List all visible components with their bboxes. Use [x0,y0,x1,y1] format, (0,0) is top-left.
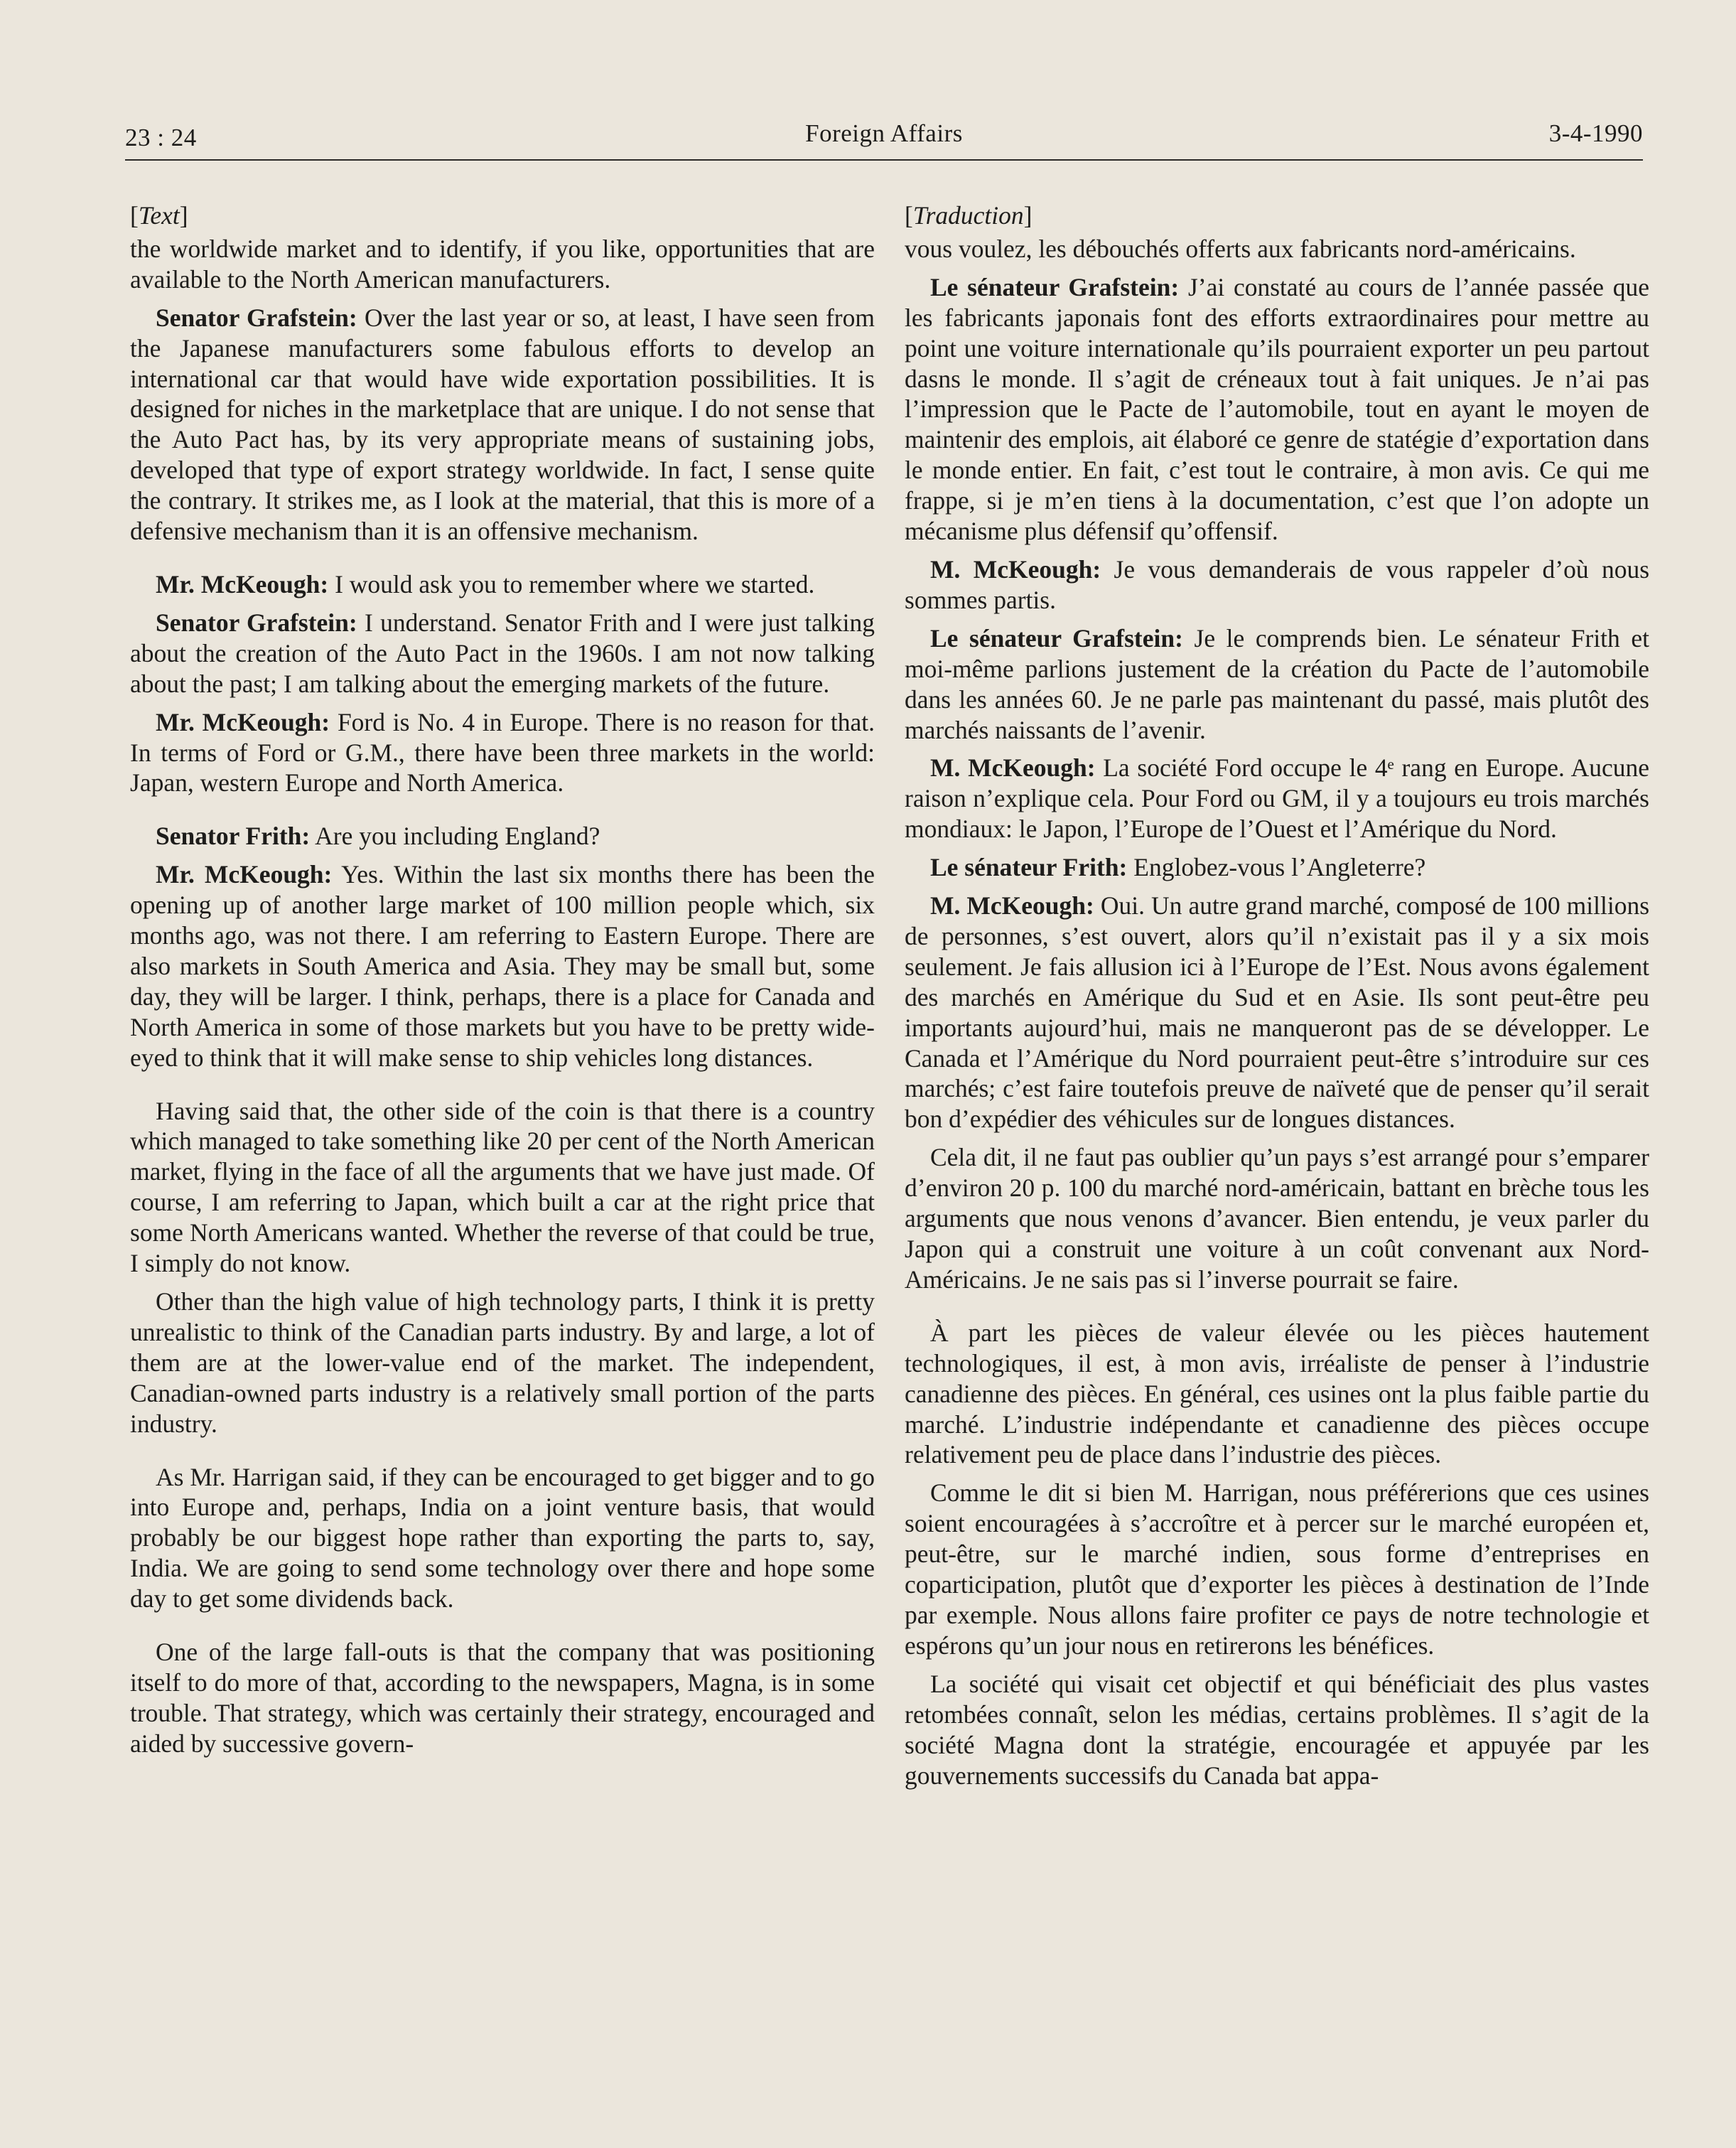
column-label-traduction: [Traduction] [905,201,1033,230]
paragraph: the worldwide market and to identify, if you like, opportunities that are available to the North American manufacturers. [130,234,875,294]
paragraph: Comme le dit si bien M. Harrigan, nous préférerions que ces usines soient encouragées à s’accroître et à percer sur le marché européen et, peut-être, sur le marché indien, sous forme d’entreprises en coparticipation, plutôt que d’exporter les pièces à destination de l’Inde par exemple. Nous allons faire profiter ce pays de notre technologie et espérons qu’un jour nous en retirerons les bénéfices. [905,1478,1649,1660]
speaker-name: Senator Grafstein: [156,608,357,637]
column-label-text: [Text] [130,201,188,230]
page-number: 23 : 24 [125,124,197,151]
paragraph: One of the large fall-outs is that the company that was positioning itself to do more of that, according to the newspapers, Magna, is in some trouble. That strategy, which was certainly their strategy, encouraged and aided by successive govern- [130,1638,875,1758]
speaker-name: Le sénateur Grafstein: [930,623,1183,653]
paragraph: Le sénateur Grafstein: Je le comprends bien. Le sénateur Frith et moi-même parlions justement de la création du Pacte de l’automobile dans les années 60. Je ne parle pas maintenant du passé, mais plutôt des marchés naissants de l’avenir. [905,623,1650,744]
paragraph: M. McKeough: Je vous demanderais de vous rappeler d’où nous sommes partis. [905,554,1650,614]
speaker-name: Mr. McKeough: [156,860,333,889]
speaker-name: Le sénateur Grafstein: [930,272,1180,301]
speaker-name: Senator Frith: [156,822,311,851]
paragraph: À part les pièces de valeur élevée ou les pièces hautement technologiques, il est, à mon avis, irréaliste de penser à l’industrie canadienne des pièces. En général, ces usines ont la plus faible partie du marché. L’industrie indépendante et canadienne des pièces occupe relativement peu de place dans l’industrie des pièces. [905,1318,1649,1469]
paragraph: Cela dit, il ne faut pas oublier qu’un pays s’est arrangé pour s’emparer d’environ 20 p. 100 du marché nord-américain, battant en brèche tous les arguments que nous venons d’avancer. Bien entendu, je veux parler du Japon qui a construit une voiture à un coût convenant aux Nord-Américains. Je ne sais pas si l’inverse pourrait se faire. [905,1143,1649,1294]
english-column [130,200,875,1767]
paragraph: Le sénateur Frith: Englobez-vous l’Angleterre? [930,853,1426,882]
speaker-name: M. McKeough: [930,753,1096,783]
paragraph: Other than the high value of high technology parts, I think it is pretty unrealistic to think of the Canadian parts industry. By and large, a lot of them are at the lower-value end of the market. The independent, Canadian-owned parts industry is a relatively small portion of the parts industry. [130,1287,875,1438]
speaker-name: M. McKeough: [930,554,1101,584]
speaker-name: Mr. McKeough: [156,569,329,598]
speaker-name: Mr. McKeough: [156,707,330,736]
paragraph: M. McKeough: La société Ford occupe le 4ᵉ rang en Europe. Aucune raison n’explique cela. Pour Ford ou GM, il y a toujours eu trois marchés mondiaux: le Japon, l’Europe de l’Ouest et l’Amérique du Nord. [905,753,1649,844]
speaker-name: M. McKeough: [930,891,1094,920]
paragraph: La société qui visait cet objectif et qui bénéficiait des plus vastes retombées connaît, selon les médias, certains problèmes. Il s’agit de la société Magna dont la stratégie, encouragée et appuyée par les gouvernements successifs du Canada bat appa- [905,1669,1649,1790]
paragraph: vous voulez, les débouchés offerts aux fabricants nord-américains. [905,234,1576,263]
paragraph: As Mr. Harrigan said, if they can be encouraged to get bigger and to go into Europe and, perhaps, India on a joint venture basis, that would probably be our biggest hope rather than exporting the parts to, say, India. We are going to send some technology over there and hope some day to get some dividends back. [130,1462,875,1613]
paragraph: Mr. McKeough: Yes. Within the last six months there has been the opening up of another large market of 100 million people which, six months ago, was not there. I am referring to Eastern Europe. There are also markets in South America and Asia. They may be small but, some day, they will be larger. I think, perhaps, there is a place for Canada and North America in some of those markets but you have to be pretty wide-eyed to think that it will make sense to ship vehicles long distances. [130,860,875,1072]
paragraph: Mr. McKeough: I would ask you to remember where we started. [156,569,815,598]
paragraph: Le sénateur Grafstein: J’ai constaté au cours de l’année passée que les fabricants japonais font des efforts extraordinaires pour mettre au point une voiture internationale qu’ils pourraient exporter un peu partout dasns le monde. Il s’agit de créneaux tout à fait uniques. Je n’ai pas l’impression que le Pacte de l’automobile, tout en ayant le moyen de maintenir des emplois, ait élaboré ce genre de statégie d’exportation dans le monde entier. En fait, c’est tout le contraire, à mon avis. Ce qui me frappe, si je m’en tiens à la documentation, c’est que l’on adopte un mécanisme plus défensif qu’offensif. [905,272,1650,546]
page-date: 3-4-1990 [1548,119,1643,147]
page-header [125,119,1643,161]
paragraph: Senator Grafstein: I understand. Senator Frith and I were just talking about the creation of the Auto Pact in the 1960s. I am not now talking about the past; I am talking about the emerging markets of the future. [130,608,875,698]
paragraph: Senator Grafstein: Over the last year or so, at least, I have seen from the Japanese manufacturers some fabulous efforts to develop an international car that would have wide exportation possibilities. It is designed for niches in the marketplace that are unique. I do not sense that the Auto Pact has, by its very appropriate means of sustaining jobs, developed that type of export strategy worldwide. In fact, I sense quite the contrary. It strikes me, as I look at the material, that this is more of a defensive mechanism than it is an offensive mechanism. [130,303,875,546]
paragraph: M. McKeough: Oui. Un autre grand marché, composé de 100 millions de personnes, s’est ouvert, alors qu’il n’existait pas il y a six mois seulement. Je fais allusion ici à l’Europe de l’Est. Nous avons également des marchés en Amérique du Sud et en Asie. Ils sont peut-être peu importants aujourd’hui, mais ne manqueront pas de se développer. Le Canada et l’Amérique du Nord pourraient peut-être s’introduire sur ces marchés; c’est faire toutefois preuve de naïveté que de penser qu’il serait bon d’expédier des véhicules sur de longues distances. [905,891,1650,1134]
speaker-name: Le sénateur Frith: [930,853,1128,882]
speaker-name: Senator Grafstein: [156,303,357,332]
paragraph: Senator Frith: Are you including England? [156,822,600,851]
header-rule [125,159,1643,161]
paragraph: Mr. McKeough: Ford is No. 4 in Europe. There is no reason for that. In terms of Ford or G.M., there have been three markets in the world: Japan, western Europe and North America. [130,707,875,798]
publication-title: Foreign Affairs [805,119,963,147]
french-column [905,200,1649,1798]
paragraph: Having said that, the other side of the coin is that there is a country which managed to take something like 20 per cent of the North American market, flying in the face of all the arguments that we have just made. Of course, I am referring to Japan, which built a car at the right price that some North Americans wanted. Whether the reverse of that could be true, I simply do not know. [130,1096,875,1278]
